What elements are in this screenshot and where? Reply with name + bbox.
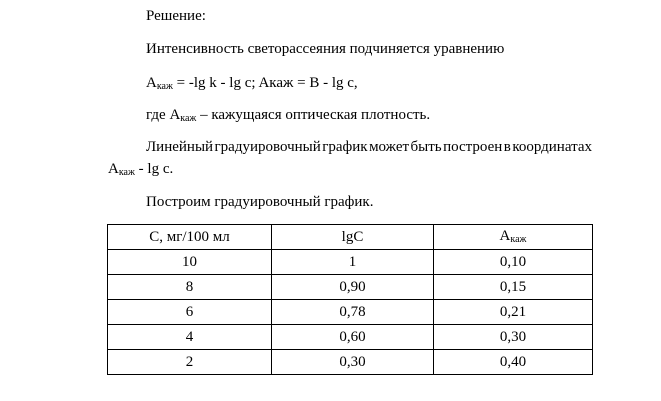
equation-rest: = -lg k - lg c; Aкаж = B - lg c, [172,75,358,91]
linear-word: построен [443,139,503,155]
linear-word: график [322,139,368,155]
cell-lgc: 0,30 [272,350,434,375]
header-absorbance [434,225,593,250]
table-row [108,275,593,300]
header-absorbance-subscript: каж [510,234,527,245]
cell-concentration: 6 [108,300,272,325]
cell-concentration: 10 [108,250,272,275]
cell-absorbance: 0,40 [434,350,593,375]
cell-lgc: 1 [272,250,434,275]
build-graph-text: Построим градуировочный график. [146,194,374,210]
table-row [108,350,593,375]
linear-word: координатах [512,139,592,155]
linear-word: быть [410,139,442,155]
linear-word: Линейный [146,139,214,155]
where-text [146,106,430,126]
equation-a: А [146,75,157,91]
cell-lgc: 0,60 [272,325,434,350]
where-prefix: где А [146,107,181,123]
table-row [108,250,593,275]
cell-absorbance: 0,15 [434,275,593,300]
cell-concentration: 8 [108,275,272,300]
coords-subscript: каж [118,167,135,178]
header-concentration: С, мг/100 мл [108,225,272,250]
linear-word: может [369,139,410,155]
table-row [108,325,593,350]
header-lgc: lgC [272,225,434,250]
calibration-table [107,224,593,375]
cell-lgc: 0,90 [272,275,434,300]
equation-text [146,74,358,94]
where-rest: – кажущаяся оптическая плотность. [196,107,431,123]
table-row [108,300,593,325]
equation-a-subscript: каж [156,81,173,92]
coords-a: А [108,161,119,177]
cell-absorbance: 0,21 [434,300,593,325]
cell-lgc: 0,78 [272,300,434,325]
cell-absorbance: 0,30 [434,325,593,350]
cell-concentration: 2 [108,350,272,375]
header-absorbance-a: А [499,228,511,244]
linear-word: в [503,139,511,155]
where-subscript: каж [180,113,197,124]
cell-absorbance: 0,10 [434,250,593,275]
intensity-text: Интенсивность светорассеяния подчиняется уравнению [146,41,505,57]
solution-heading: Решение: [146,8,206,24]
coords-rest: - lg c. [134,161,174,177]
coords-text [108,160,173,180]
cell-concentration: 4 [108,325,272,350]
linear-word: градуировочный [214,139,321,155]
linear-graph-text [146,138,592,156]
table-header-row [108,225,593,250]
